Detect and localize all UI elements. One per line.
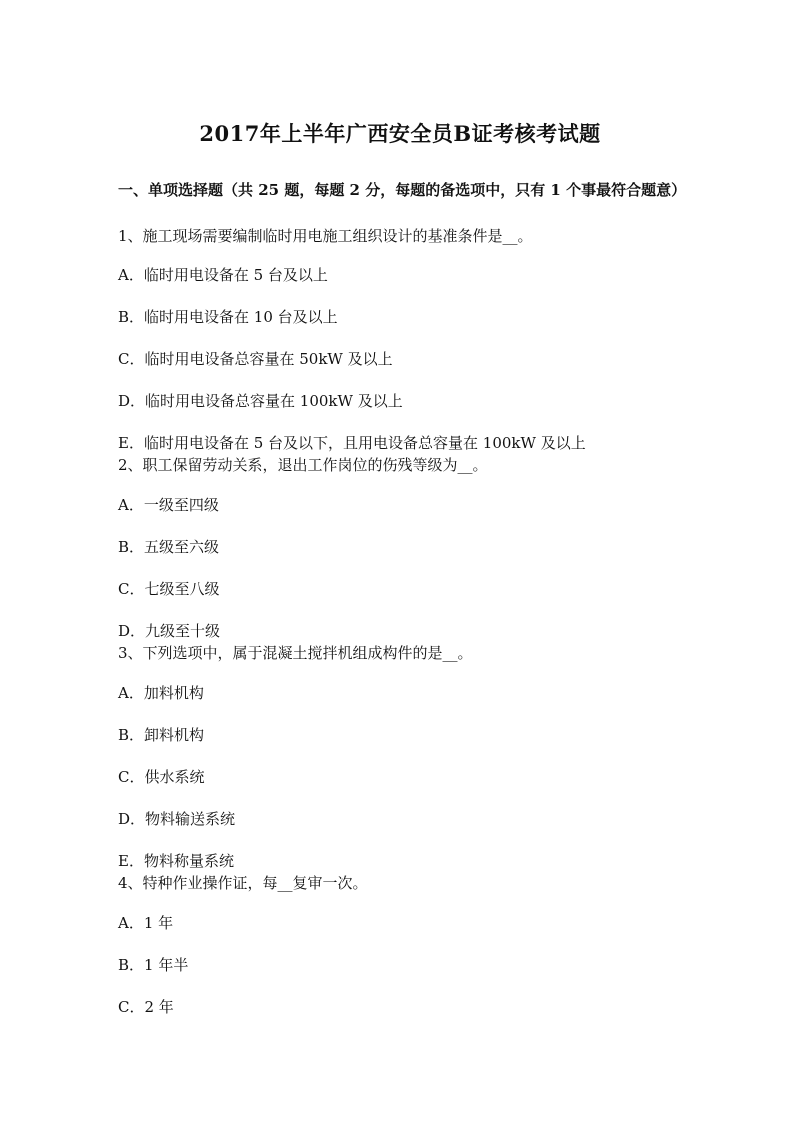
question-2-option-c: C．七级至八级: [118, 580, 220, 598]
section-heading: 一、单项选择题（共 25 题，每题 2 分，每题的备选项中，只有 1 个事最符合题意）: [118, 181, 687, 199]
question-4-option-b: B．1 年半: [118, 956, 189, 974]
question-1-option-d: D．临时用电设备总容量在 100kW 及以上: [118, 392, 403, 410]
question-2-stem: 2、职工保留劳动关系，退出工作岗位的伤残等级为__。: [118, 456, 488, 474]
question-2-option-a: A．一级至四级: [118, 496, 219, 514]
question-1-option-c: C．临时用电设备总容量在 50kW 及以上: [118, 350, 393, 368]
question-3-stem: 3、下列选项中，属于混凝土搅拌机组成构件的是__。: [118, 644, 473, 662]
question-3-option-e: E．物料称量系统: [118, 852, 234, 870]
question-1-option-a: A．临时用电设备在 5 台及以上: [118, 266, 328, 284]
question-2-option-b: B．五级至六级: [118, 538, 220, 556]
question-3-option-d: D．物料输送系统: [118, 810, 236, 828]
question-3-option-a: A．加料机构: [118, 684, 204, 702]
question-4-option-a: A．1 年: [118, 914, 174, 932]
question-1-option-e: E．临时用电设备在 5 台及以下，且用电设备总容量在 100kW 及以上: [118, 434, 586, 452]
question-1-stem: 1、施工现场需要编制临时用电施工组织设计的基准条件是__。: [118, 227, 533, 245]
question-3-option-c: C．供水系统: [118, 768, 205, 786]
question-1-option-b: B．临时用电设备在 10 台及以上: [118, 308, 338, 326]
question-4-option-c: C．2 年: [118, 998, 174, 1016]
document-title: 2017年上半年广西安全员B证考核考试题: [199, 121, 601, 146]
question-4-stem: 4、特种作业操作证，每__复审一次。: [118, 874, 368, 892]
question-3-option-b: B．卸料机构: [118, 726, 205, 744]
question-2-option-d: D．九级至十级: [118, 622, 221, 640]
